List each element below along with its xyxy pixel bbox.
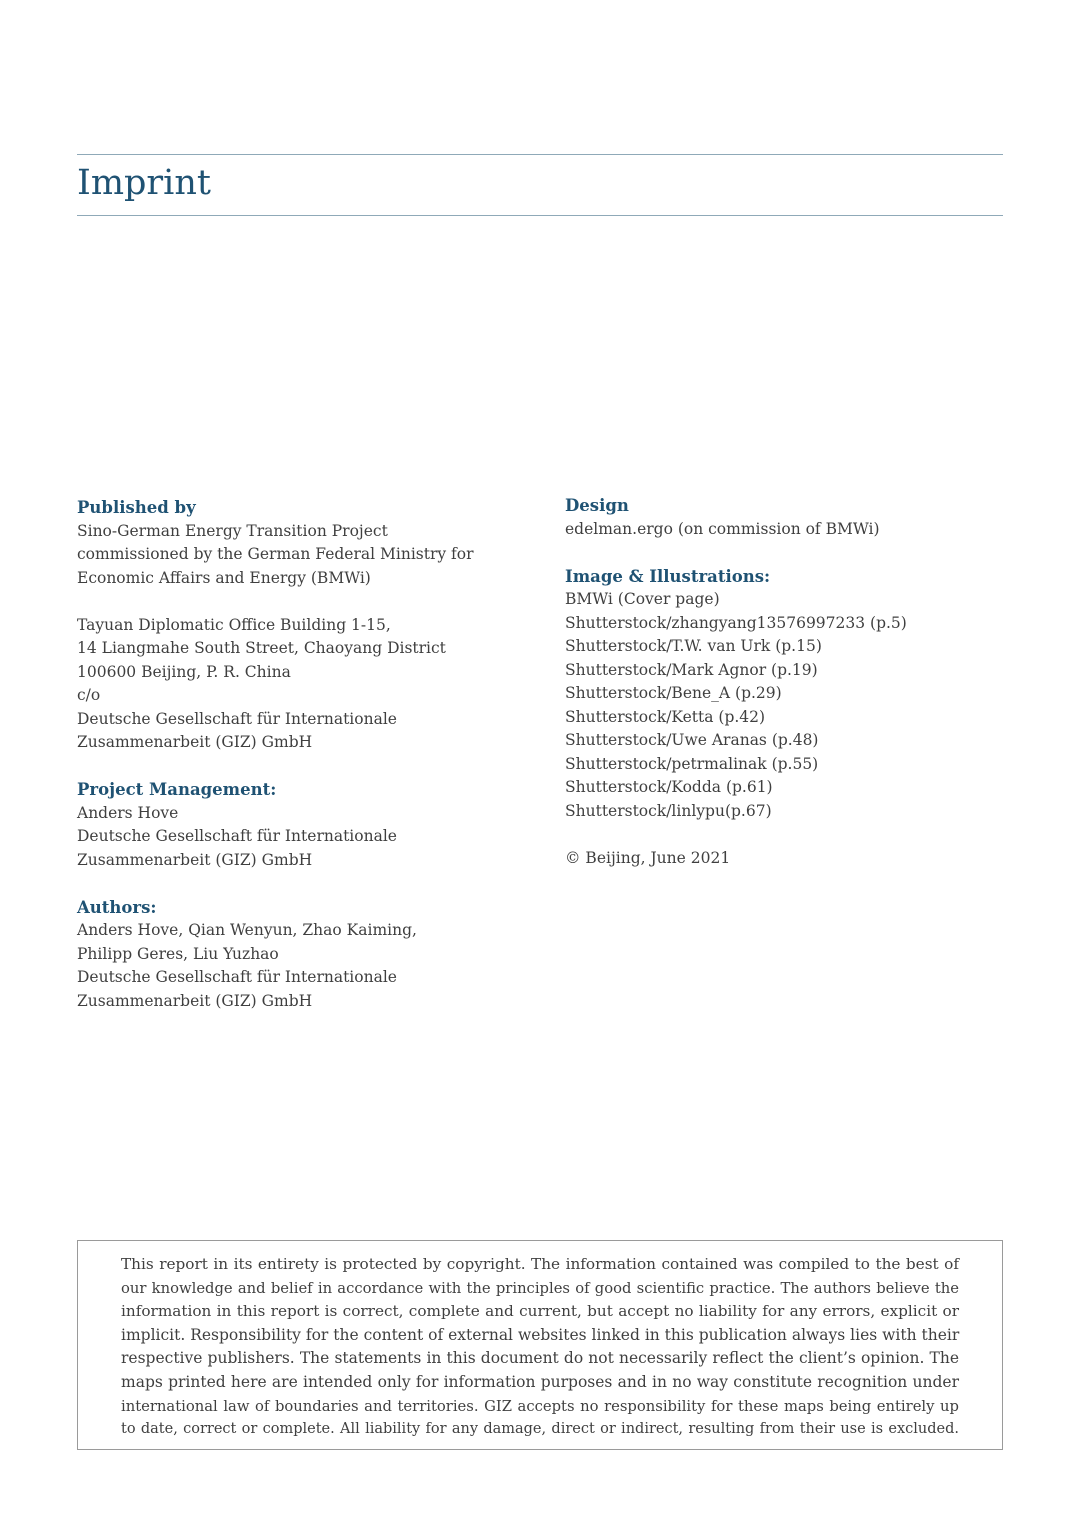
disclaimer-line: information in this report is correct, complete and current, but accept no liability for any errors, explicit or [121,1302,959,1321]
page-title: Imprint [77,163,211,203]
authors-line: Philipp Geres, Liu Yuzhao [77,944,279,963]
disclaimer-box [77,1240,1003,1450]
copyright-line: © Beijing, June 2021 [565,848,731,867]
published-by-line: commissioned by the German Federal Ministry for [77,545,474,563]
image-credit: Shutterstock/Ketta (p.42) [565,707,766,726]
disclaimer-line: maps printed here are intended only for information purposes and in no way constitute recognition under [121,1372,959,1391]
address-line: Zusammenarbeit (GIZ) GmbH [77,733,313,751]
project-management-line: Deutsche Gesellschaft für Internationale [77,827,397,845]
image-credit: Shutterstock/Kodda (p.61) [565,778,773,796]
left-column [77,496,517,1037]
project-management-line: Anders Hove [77,803,179,822]
image-credit: Shutterstock/zhangyang13576997233 (p.5) [565,613,907,632]
address-line: 100600 Beijing, P. R. China [77,662,291,681]
disclaimer-line: This report in its entirety is protected by copyright. The information contained was compiled to the best of [121,1255,959,1273]
authors-line: Zusammenarbeit (GIZ) GmbH [77,991,313,1010]
images-section [565,565,1005,824]
right-column [565,494,1005,870]
published-by-line: Sino-German Energy Transition Project [77,521,388,540]
image-credit: BMWi (Cover page) [565,590,720,608]
project-management-line: Zusammenarbeit (GIZ) GmbH [77,850,313,869]
design-heading: Design [565,496,629,515]
image-credit: Shutterstock/T.W. van Urk (p.15) [565,637,822,655]
authors-line: Deutsche Gesellschaft für Internationale [77,968,397,986]
image-credit: Shutterstock/petrmalinak (p.55) [565,754,819,773]
address-line: Deutsche Gesellschaft für Internationale [77,709,397,728]
disclaimer-line: respective publishers. The statements in this document do not necessarily reflect the client’s opinion. The [121,1349,959,1368]
design-line: edelman.ergo (on commission of BMWi) [565,519,880,538]
title-top-rule [77,154,1003,155]
image-credit: Shutterstock/Uwe Aranas (p.48) [565,731,819,749]
published-by-line: Economic Affairs and Energy (BMWi) [77,568,371,587]
address-line: Tayuan Diplomatic Office Building 1-15, [77,615,391,634]
published-by-section [77,496,517,755]
address-line: 14 Liangmahe South Street, Chaoyang District [77,639,446,657]
images-heading: Image & Illustrations: [565,566,771,586]
disclaimer-line: implicit. Responsibility for the content of external websites linked in this publication always lies with their [121,1325,960,1344]
published-by-heading: Published by [77,498,196,517]
image-credit: Shutterstock/Mark Agnor (p.19) [565,660,818,679]
disclaimer-line: our knowledge and belief in accordance with the principles of good scientific practice. The authors believe the [121,1279,959,1297]
title-bottom-rule [77,215,1003,216]
authors-heading: Authors: [77,897,157,917]
disclaimer-line: to date, correct or complete. All liability for any damage, direct or indirect, resulting from their use is excluded. [121,1421,959,1438]
design-section [565,494,1005,541]
address-line: c/o [77,686,101,704]
disclaimer-line: international law of boundaries and territories. GIZ accepts no responsibility for these maps being entirely up [121,1397,959,1415]
project-management-section [77,778,517,872]
image-credit: Shutterstock/Bene_A (p.29) [565,684,782,702]
project-management-heading: Project Management: [77,780,277,799]
image-credit: Shutterstock/linlypu(p.67) [565,801,772,820]
authors-line: Anders Hove, Qian Wenyun, Zhao Kaiming, [77,921,417,939]
authors-section [77,896,517,1014]
